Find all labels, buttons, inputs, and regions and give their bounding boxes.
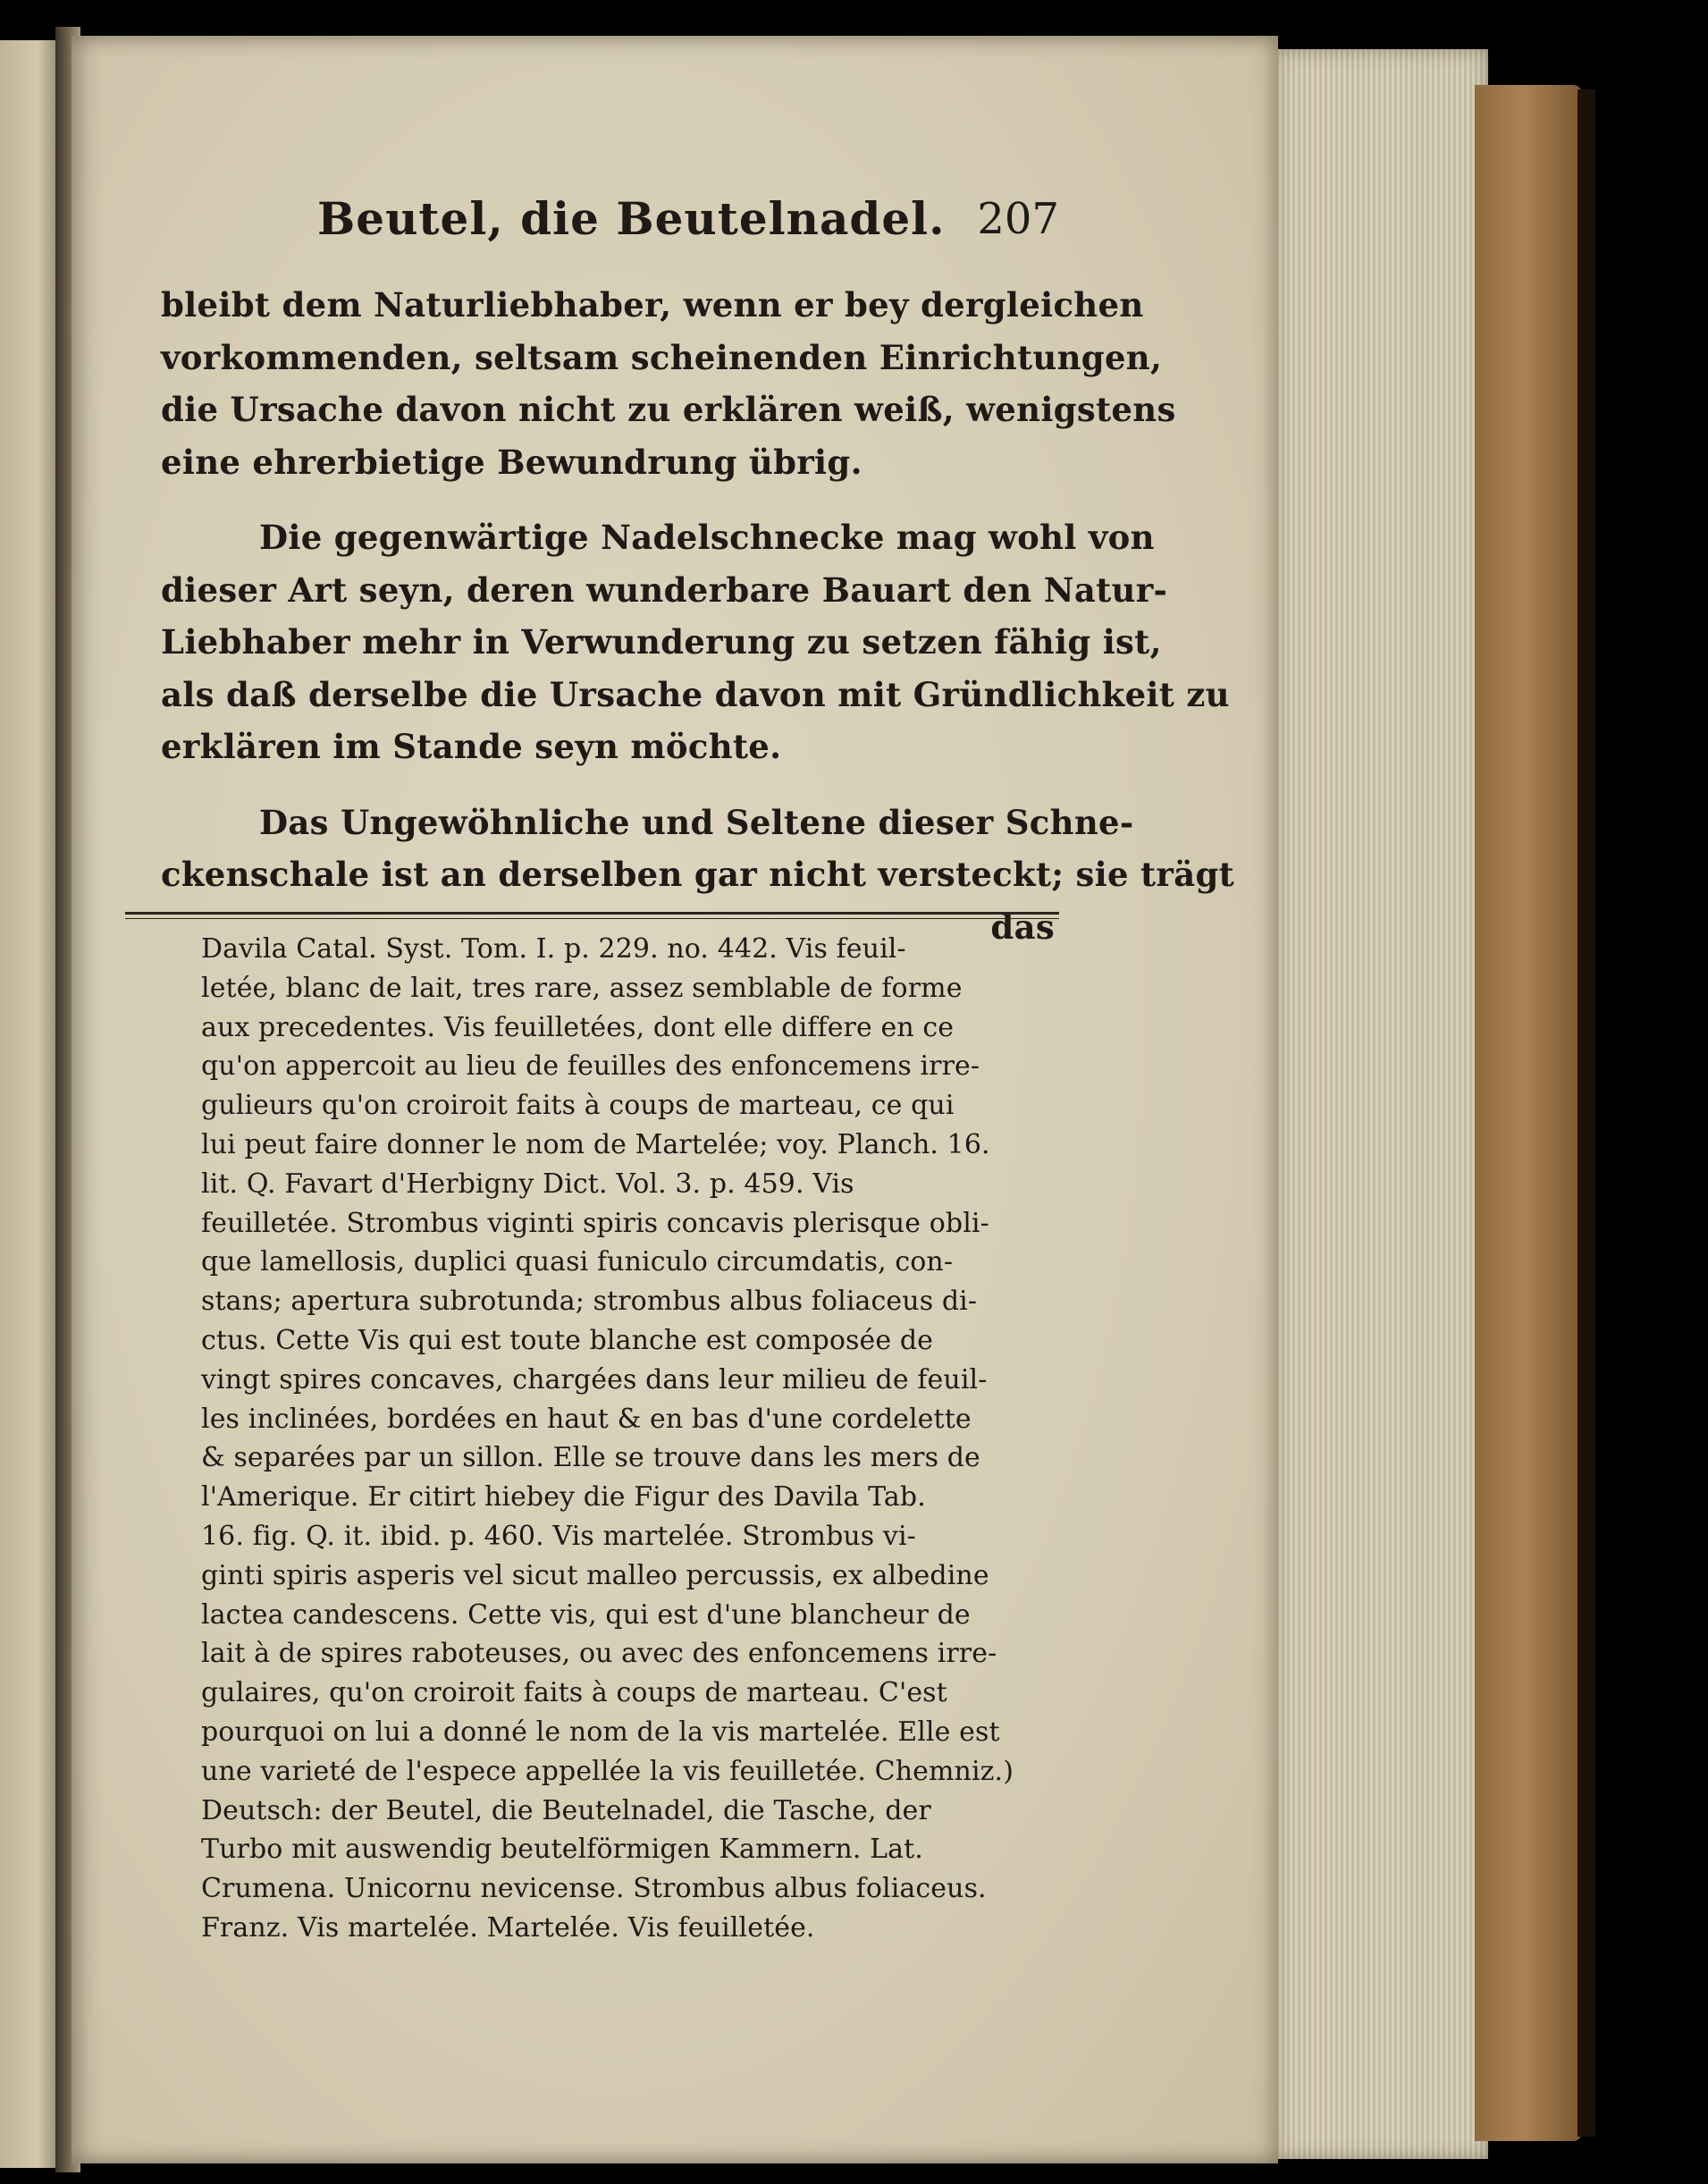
footnote-line: lait à de spires raboteuses, ou avec des enfoncemens irre-: [201, 1638, 997, 1670]
text-line: dieser Art seyn, deren wunderbare Bauart den Natur-: [161, 569, 1168, 610]
footnote-line: lui peut faire donner le nom de Martelée; voy. Planch. 16.: [201, 1128, 990, 1160]
footnote-line: ginti spiris asperis vel sicut malleo percussis, ex albedine: [201, 1559, 989, 1591]
footnote-line: vingt spires concaves, chargées dans leur milieu de feuil-: [201, 1363, 988, 1396]
footnote-line: une varieté de l'espece appellée la vis feuilletée. Chemniz.): [201, 1755, 1014, 1787]
text-line: eine ehrerbietige Bewundrung übrig.: [161, 442, 862, 482]
footnote-line: ctus. Cette Vis qui est toute blanche est composée de: [201, 1324, 934, 1356]
footnote-rule: [125, 912, 1059, 915]
footnote-line: Davila Catal. Syst. Tom. I. p. 229. no. 442. Vis feuil-: [201, 933, 906, 965]
text-line: bleibt dem Naturliebhaber, wenn er bey dergleichen: [161, 285, 1144, 325]
footnote-line: feuilletée. Strombus viginti spiris concavis plerisque obli-: [201, 1207, 989, 1239]
footnote-line: Turbo mit auswendig beutelförmigen Kammern. Lat.: [201, 1834, 923, 1866]
catchword: das: [990, 906, 1055, 947]
footnote-line: l'Amerique. Er citirt hiebey die Figur des Davila Tab.: [201, 1481, 926, 1514]
running-title: Beutel, die Beutelnadel.: [317, 192, 946, 245]
text-line: Liebhaber mehr in Verwunderung zu setzen fähig ist,: [161, 622, 1162, 662]
footnote-line: gulieurs qu'on croiroit faits à coups de marteau, ce qui: [201, 1090, 955, 1122]
footnote-line: 16. fig. Q. it. ibid. p. 460. Vis martelée. Strombus vi-: [201, 1520, 916, 1552]
text-line: erklären im Stande seyn möchte.: [161, 727, 782, 766]
footnote-line: & separées par un sillon. Elle se trouve dans les mers de: [201, 1442, 980, 1474]
footnote-line: Crumena. Unicornu nevicense. Strombus albus foliaceus.: [201, 1873, 987, 1905]
cover-shadow: [1578, 89, 1595, 2137]
book-cover-edge: [1475, 85, 1582, 2141]
text-line: Die gegenwärtige Nadelschnecke mag wohl von: [259, 518, 1155, 557]
footnote-line: que lamellosis, duplici quasi funiculo circumdatis, con-: [201, 1246, 954, 1278]
running-header: [317, 192, 1059, 255]
footnote-line: Franz. Vis martelée. Martelée. Vis feuilletée.: [201, 1911, 815, 1944]
text-line: ckenschale ist an derselben gar nicht versteckt; sie trägt: [161, 855, 1235, 894]
main-text: [161, 279, 1235, 953]
footnote-line: Deutsch: der Beutel, die Beutelnadel, die Tasche, der: [201, 1794, 931, 1826]
text-line: vorkommenden, seltsam scheinenden Einrichtungen,: [161, 337, 1163, 377]
footnote-line: les inclinées, bordées en haut & en bas d'une cordelette: [201, 1403, 972, 1435]
page-number: 207: [977, 194, 1059, 244]
footnote-line: letée, blanc de lait, tres rare, assez semblable de forme: [201, 972, 963, 1004]
footnote-text: [201, 930, 1059, 1948]
footnote-line: lactea candescens. Cette vis, qui est d'une blancheur de: [201, 1598, 971, 1631]
footnote-line: lit. Q. Favart d'Herbigny Dict. Vol. 3. p. 459. Vis: [201, 1168, 854, 1200]
left-page-edge: [0, 40, 63, 2168]
footnote-line: stans; apertura subrotunda; strombus albus foliaceus di-: [201, 1286, 978, 1318]
text-line: die Ursache davon nicht zu erklären weiß, wenigstens: [161, 390, 1176, 429]
footnote-line: pourquoi on lui a donné le nom de la vis martelée. Elle est: [201, 1716, 1000, 1748]
text-line: als daß derselbe die Ursache davon mit Gründlichkeit zu: [161, 674, 1230, 714]
footnote-line: gulaires, qu'on croiroit faits à coups de marteau. C'est: [201, 1677, 947, 1709]
footnote-line: aux precedentes. Vis feuilletées, dont elle differe en ce: [201, 1011, 955, 1043]
footnote-rule-thin: [125, 918, 1059, 919]
text-line: Das Ungewöhnliche und Seltene dieser Schne-: [259, 802, 1134, 842]
footnote-line: qu'on appercoit au lieu de feuilles des enfoncemens irre-: [201, 1050, 980, 1083]
page-block-edge: [1274, 49, 1488, 2159]
